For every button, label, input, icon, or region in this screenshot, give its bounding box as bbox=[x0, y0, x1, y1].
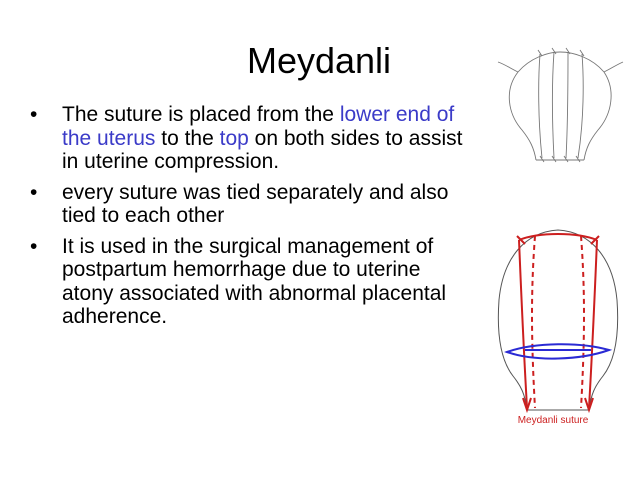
bullet-text-segment: every suture was tied separately and also tied to each other bbox=[62, 180, 449, 227]
left-tube bbox=[498, 62, 518, 72]
bullet-text-segment: It is used in the surgical management of postpartum hemorrhage due to uterine atony associated with abnormal placental adherence. bbox=[62, 234, 447, 328]
bullet-text-segment: on both sides to assist in uterine compression. bbox=[62, 126, 463, 173]
bullet-dot: • bbox=[30, 180, 38, 204]
suture-line bbox=[566, 52, 568, 158]
figure-caption: Meydanli suture bbox=[517, 415, 589, 426]
red-suture-left-outer bbox=[519, 240, 527, 408]
slide-title: Meydanli bbox=[246, 40, 392, 81]
bullet-dot: • bbox=[30, 234, 38, 258]
uterus-outline bbox=[509, 52, 611, 160]
suture-knot bbox=[540, 156, 580, 162]
red-suture-left-inner bbox=[532, 236, 535, 408]
bullet-text-segment: to the bbox=[155, 126, 220, 150]
bullet-text-segment: The suture is placed from the bbox=[62, 103, 340, 126]
bullet-item bbox=[28, 235, 468, 329]
red-suture-right-outer bbox=[589, 240, 597, 408]
suture-line bbox=[578, 54, 583, 158]
bullet-highlight-segment: lower end of the uterus bbox=[62, 103, 455, 150]
uterus-outline bbox=[498, 230, 617, 410]
red-suture-right-inner bbox=[581, 236, 584, 408]
bullet-item bbox=[28, 103, 468, 174]
suture-line bbox=[539, 54, 542, 158]
suture-line bbox=[553, 52, 555, 158]
red-suture-top bbox=[519, 234, 597, 240]
right-tube bbox=[604, 62, 623, 72]
meydanli-suture-diagram bbox=[495, 218, 621, 428]
uterus-sketch-top bbox=[496, 40, 624, 172]
blue-transverse-suture bbox=[507, 344, 609, 358]
bullet-list bbox=[28, 103, 468, 336]
bullet-highlight-segment: top bbox=[219, 126, 249, 150]
bullet-item bbox=[28, 181, 468, 228]
bullet-dot: • bbox=[30, 103, 38, 126]
